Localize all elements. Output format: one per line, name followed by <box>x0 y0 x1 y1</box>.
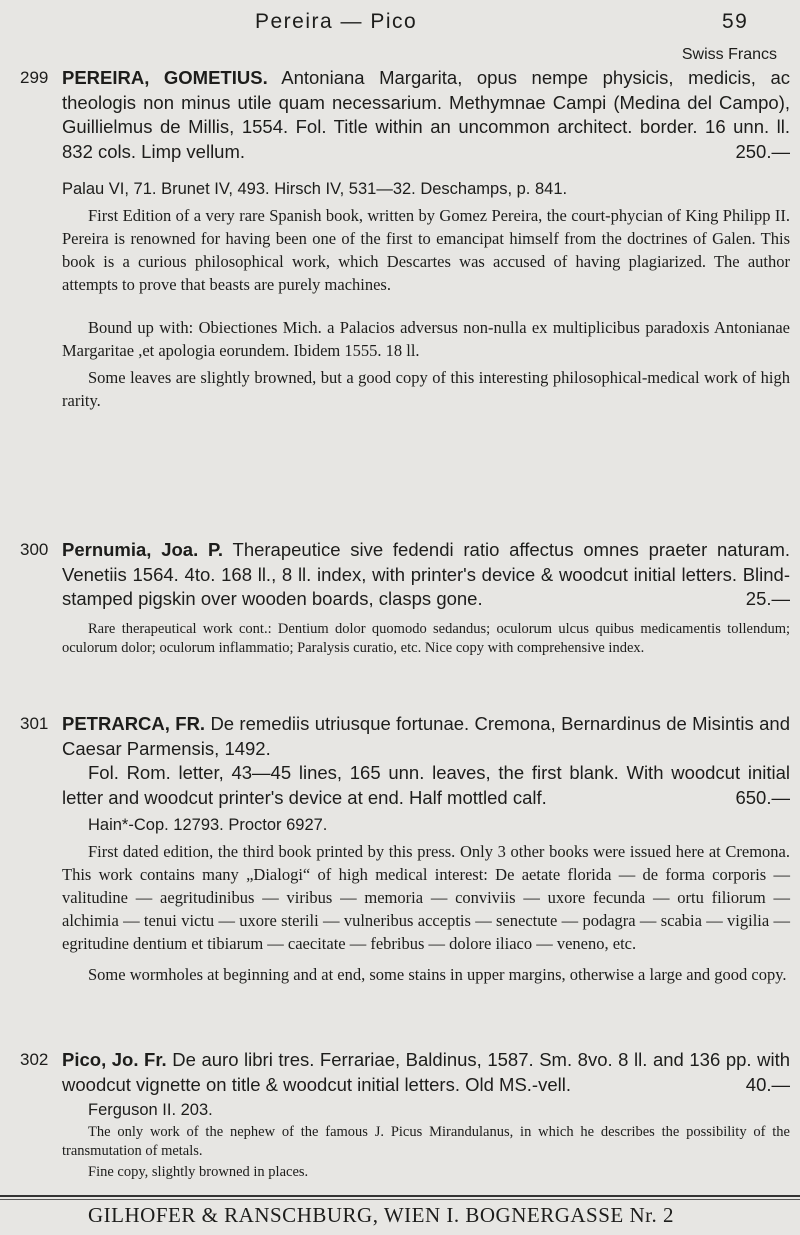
entry-note: Fine copy, slightly browned in places. <box>88 1164 309 1180</box>
publisher-footer: GILHOFER & RANSCHBURG, WIEN I. BOGNERGASSE Nr. 2 <box>88 1203 674 1227</box>
catalogue-entry-302 <box>20 1048 792 1182</box>
entry-author: PETRARCA, FR. <box>62 713 206 734</box>
entry-title: Antoniana Margarita, opus nempe physicis, medicis, ac theologis non minus utile quam necessarium. Methymnae Campi (Medina del Campo), Guillielmus de Millis, 1554. Fol. Title within an uncommon architect. border. 16 unn. ll. 832 cols. Limp vellum. <box>62 67 791 162</box>
entry-author: PEREIRA, GOMETIUS. <box>62 67 268 88</box>
catalogue-entry-301 <box>20 712 792 986</box>
entry-heading <box>62 712 790 761</box>
entry-heading <box>62 1048 790 1097</box>
entry-note: First dated edition, the third book printed by this press. Only 3 other books were issued here at Cremona. This work contains many „Dialogi“ of high medical interest: De aetate florida — de forma corporis — valitudine — aegritudinibus — viribus — memoria — conviviis — uxore fecunda — ortu filiorum — alchimia — tenui victu — uxore sterili — vulneribus acceptis — senectute — podagra — scabia — vigilia — egritudine dentium et tibiarum — caecitate — febribus — dolore iliaco — veneno, etc. <box>62 842 790 953</box>
entry-author: Pico, Jo. Fr. <box>62 1049 167 1070</box>
lot-number: 300 <box>20 540 49 559</box>
entry-price: 25.— <box>745 588 790 609</box>
footer-rule <box>0 1199 800 1200</box>
entry-price: 250.— <box>735 140 790 162</box>
entry-title: De auro libri tres. Ferrariae, Baldinus, 1587. Sm. 8vo. 8 ll. and 136 pp. with woodcut vignette on title & woodcut initial letters. Old MS.-vell. <box>62 1049 790 1095</box>
footer-rule <box>0 1195 800 1197</box>
lot-number: 299 <box>20 68 49 87</box>
entry-note: First Edition of a very rare Spanish book, written by Gomez Pereira, the court-phycian of King Philipp II. Pereira is renowned for having been one of the first to emancipat himself from the doctrines of Galen. This book is a curious philosophical work, which Descartes was accused of having plagiarized. The author attempts to prove that beasts are purely machines. <box>62 206 790 294</box>
entry-heading-continued <box>62 761 790 810</box>
entry-price: 40.— <box>745 1073 790 1095</box>
lot-number: 301 <box>20 714 49 733</box>
entry-note: Bound up with: Obiectiones Mich. a Palacios adversus non-nulla ex multiplicibus paradoxis Antonianae Margaritae ,et apologia eorundem. Ibidem 1555. 18 ll. <box>62 318 790 360</box>
catalogue-entry-299 <box>20 66 792 412</box>
entry-collation: Fol. Rom. letter, 43—45 lines, 165 unn. leaves, the first blank. With woodcut initial letter and woodcut printer's device at end. Half mottled calf. <box>62 762 790 808</box>
entry-heading <box>62 66 790 164</box>
lot-number: 302 <box>20 1050 49 1069</box>
entry-note: The only work of the nephew of the famous J. Picus Mirandulanus, in which he describes the possibility of the transmutation of metals. <box>62 1124 790 1159</box>
entry-note: Some wormholes at beginning and at end, some stains in upper margins, otherwise a large and good copy. <box>88 965 787 984</box>
entry-references: Hain*-Cop. 12793. Proctor 6927. <box>88 816 328 834</box>
entry-references: Ferguson II. 203. <box>88 1101 213 1119</box>
entry-references: Palau VI, 71. Brunet IV, 493. Hirsch IV, 531—32. Deschamps, p. 841. <box>62 180 568 198</box>
entry-author: Pernumia, Joa. P. <box>62 539 224 560</box>
entry-heading <box>62 538 790 612</box>
entry-note: Some leaves are slightly browned, but a good copy of this interesting philosophical-medical work of high rarity. <box>62 368 790 410</box>
entry-title: De remediis utriusque fortunae. Cremona, Bernardinus de Misintis and Caesar Parmensis, 1492. <box>62 713 790 759</box>
currency-label: Swiss Francs <box>681 46 777 63</box>
running-title: Pereira — Pico <box>255 10 418 33</box>
catalogue-entry-300 <box>20 538 792 658</box>
entry-note: Rare therapeutical work cont.: Dentium dolor quomodo sedandus; oculorum ulcus quibus medicamentis tollendum; oculorum dolor; oculorum inflammatio; Paralysis curatio, etc. Nice copy with comprehensive index. <box>62 620 790 656</box>
page-number: 59 <box>722 10 749 33</box>
entry-title: Therapeutice sive fedendi ratio affectus omnes praeter naturam. Venetiis 1564. 4to. 168 ll., 8 ll. index, with printer's device & woodcut initial letters. Blind-stamped pigskin over wooden boards, clasps gone. <box>62 539 790 609</box>
entry-price: 650.— <box>735 786 790 808</box>
